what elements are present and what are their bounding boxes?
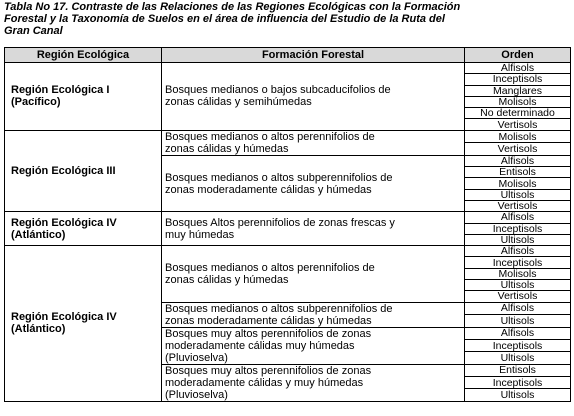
formation-line: muy húmedas [165, 228, 235, 241]
order-cell: Entisols [465, 364, 571, 376]
formation-line: Bosques medianos o bajos subcaducifolios de [165, 84, 391, 97]
formation-line: Bosques medianos o altos subperennifolios de [165, 302, 393, 315]
header-region: Región Ecológica [5, 48, 162, 63]
order-cell: Inceptisols [465, 74, 571, 85]
formation-line: zonas moderadamente cálidas y húmedas [165, 183, 372, 196]
formation-line: moderadamente cálidas muy húmedas [165, 339, 355, 352]
order-cell: Vertisols [465, 291, 571, 302]
formation-cell [162, 155, 465, 211]
order-cell: Inceptisols [465, 257, 571, 268]
region-name: Región Ecológica IV [11, 216, 117, 229]
caption-line-2: Forestal y la Taxonomía de Suelos en el área de influencia del Estudio de la Ruta del [4, 13, 445, 25]
order-cell: Ultisols [465, 352, 571, 364]
order-cell: Molisols [465, 130, 571, 143]
table-row [5, 63, 571, 74]
formation-cell [162, 212, 465, 246]
order-cell: Ultisols [465, 315, 571, 328]
order-cell: Manglares [465, 85, 571, 96]
order-cell: Ultisols [465, 280, 571, 291]
region-ocean: (Atlántico) [11, 228, 66, 241]
order-cell: Inceptisols [465, 339, 571, 351]
order-cell: Molisols [465, 178, 571, 189]
table-caption [4, 1, 570, 37]
soil-taxonomy-table [4, 47, 571, 402]
region-name: Región Ecológica IV [11, 311, 117, 324]
formation-line: zonas moderadamente cálidas y húmedas [165, 314, 372, 327]
order-cell: Alfisols [465, 63, 571, 74]
header-formation: Formación Forestal [162, 48, 465, 63]
order-cell: Entisols [465, 167, 571, 178]
region-name: Región Ecológica I [11, 84, 110, 97]
order-cell: No determinado [465, 108, 571, 119]
formation-cell [162, 63, 465, 131]
region-ocean: (Atlántico) [11, 323, 66, 336]
order-cell: Alfisols [465, 246, 571, 257]
order-cell: Molisols [465, 96, 571, 107]
formation-cell [162, 327, 465, 364]
header-row [5, 48, 571, 63]
table-row [5, 130, 571, 143]
order-cell: Vertisols [465, 200, 571, 211]
caption-line-1: Tabla No 17. Contraste de las Relaciones de las Regiones Ecológicas con la Formación [4, 1, 461, 13]
header-order: Orden [465, 48, 571, 63]
formation-line: Bosques muy altos perennifolios de zonas [165, 364, 372, 377]
formation-cell [162, 246, 465, 302]
formation-cell [162, 364, 465, 401]
order-cell: Ultisols [465, 189, 571, 200]
formation-line: Bosques medianos o altos subperennifolios de [165, 171, 393, 184]
formation-cell [162, 302, 465, 327]
order-cell: Vertisols [465, 119, 571, 130]
formation-line: Bosques muy altos perennifolios de zonas [165, 327, 372, 340]
order-cell: Inceptisols [465, 376, 571, 388]
region-cell [5, 130, 162, 211]
order-cell: Ultisols [465, 234, 571, 245]
formation-line: (Pluvioselva) [165, 351, 228, 364]
formation-line: zonas cálidas y húmedas [165, 273, 289, 286]
table-row [5, 246, 571, 257]
region-cell [5, 246, 162, 401]
table-row [5, 212, 571, 223]
region-ocean: (Pacífico) [11, 96, 61, 109]
order-cell: Ultisols [465, 389, 571, 401]
formation-line: Bosques medianos o altos perennifolios de [165, 261, 375, 274]
formation-line: zonas cálidas y húmedas [165, 142, 289, 155]
region-name: Región Ecológica III [11, 165, 116, 178]
formation-line: zonas cálidas y semihúmedas [165, 96, 312, 109]
region-cell [5, 63, 162, 131]
formation-line: moderadamente cálidas y muy húmedas [165, 376, 364, 389]
caption-line-3: Gran Canal [4, 25, 63, 37]
formation-cell [162, 130, 465, 155]
table-body [5, 63, 571, 402]
order-cell: Molisols [465, 268, 571, 279]
order-cell: Vertisols [465, 143, 571, 156]
formation-line: Bosques medianos o altos perennifolios de [165, 130, 375, 143]
order-cell: Alfisols [465, 302, 571, 315]
formation-line: Bosques Altos perennifolios de zonas frescas y [165, 216, 395, 229]
order-cell: Alfisols [465, 155, 571, 166]
order-cell: Alfisols [465, 327, 571, 339]
order-cell: Alfisols [465, 212, 571, 223]
formation-line: (Pluvioselva) [165, 388, 228, 401]
order-cell: Inceptisols [465, 223, 571, 234]
region-cell [5, 212, 162, 246]
